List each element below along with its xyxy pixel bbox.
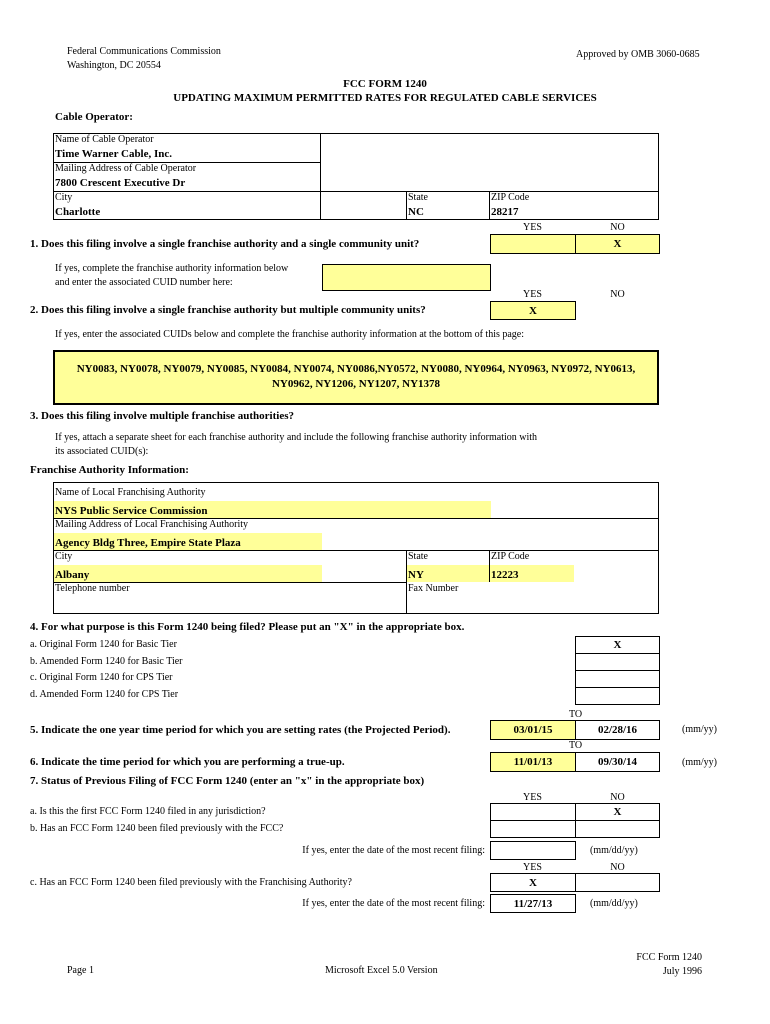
q1-cuid-input[interactable] [322, 264, 491, 291]
cable-operator-heading: Cable Operator: [55, 111, 133, 123]
franchise-heading: Franchise Authority Information: [30, 464, 189, 476]
q5-question: 5. Indicate the one year time period for which you are setting rates (the Projected Period). [30, 724, 451, 736]
q2-yes-box[interactable]: X [490, 301, 576, 320]
form-subtitle: UPDATING MAXIMUM PERMITTED RATES FOR REGULATED CABLE SERVICES [173, 92, 597, 104]
operator-zip-field[interactable]: 28217 [491, 206, 519, 218]
q1-note-line1: If yes, complete the franchise authority information below [55, 263, 289, 274]
franchise-name-field[interactable]: NYS Public Service Commission [55, 505, 208, 517]
franchise-phone-label: Telephone number [55, 583, 130, 594]
q7a-no-box[interactable]: X [575, 803, 660, 821]
franchise-address-field[interactable]: Agency Bldg Three, Empire State Plaza [55, 537, 241, 549]
q1-note-line2: and enter the associated CUID number here: [55, 277, 233, 288]
q7b-question: b. Has an FCC Form 1240 been filed previously with the FCC? [30, 823, 284, 834]
agency-name: Federal Communications Commission [67, 46, 221, 57]
operator-city-field[interactable]: Charlotte [55, 206, 101, 218]
q6-from-field[interactable]: 11/01/13 [490, 752, 576, 772]
q7b-no-box[interactable] [575, 820, 660, 838]
franchise-fax-label: Fax Number [408, 583, 459, 594]
operator-city-label: City [55, 192, 73, 203]
q7c-no-box[interactable] [575, 873, 660, 892]
q7c-no-label: NO [610, 862, 625, 873]
q2-no-label: NO [610, 289, 625, 300]
operator-state-field[interactable]: NC [408, 206, 424, 218]
q6-format: (mm/yy) [682, 757, 717, 768]
form-title: FCC FORM 1240 [343, 78, 427, 90]
franchise-state-field[interactable]: NY [408, 569, 424, 581]
operator-address-field[interactable]: 7800 Crescent Executive Dr [55, 177, 186, 189]
q7-question: 7. Status of Previous Filing of FCC Form 1240 (enter an "x" in the appropriate box) [30, 775, 425, 787]
q2-cuid-list-line2: NY0962, NY1206, NY1207, NY1378 [271, 378, 441, 390]
q7a-question: a. Is this the first FCC Form 1240 filed in any jurisdiction? [30, 806, 266, 817]
q1-yes-label: YES [523, 222, 542, 233]
q1-question: 1. Does this filing involve a single franchise authority and a single community unit? [30, 238, 420, 250]
q7-yes-label: YES [523, 792, 542, 803]
q4-option-d-box[interactable] [575, 687, 660, 705]
q7c-yes-box[interactable]: X [490, 873, 576, 892]
operator-state-label: State [408, 192, 428, 203]
q7c-yes-label: YES [523, 862, 542, 873]
q5-from-field[interactable]: 03/01/15 [490, 720, 576, 740]
q5-to-field[interactable]: 02/28/16 [575, 720, 660, 740]
q4-option-a-label: a. Original Form 1240 for Basic Tier [30, 639, 177, 650]
q7b-yes-box[interactable] [490, 820, 576, 838]
footer-form-name: FCC Form 1240 [636, 952, 702, 963]
franchise-zip-field[interactable]: 12223 [491, 569, 519, 581]
franchise-address-label: Mailing Address of Local Franchising Authority [55, 519, 249, 530]
q4-question: 4. For what purpose is this Form 1240 being filed? Please put an "X" in the appropriate box. [30, 621, 465, 633]
q1-no-label: NO [610, 222, 625, 233]
q4-option-b-label: b. Amended Form 1240 for Basic Tier [30, 656, 183, 667]
q2-no-box[interactable] [575, 301, 660, 320]
q2-cuid-list-line1: NY0083, NY0078, NY0079, NY0085, NY0084, NY0074, NY0086,NY0572, NY0080, NY0964, NY0963, NY0972, NY0613, [76, 363, 636, 375]
q4-option-d-label: d. Amended Form 1240 for CPS Tier [30, 689, 179, 700]
franchise-name-label: Name of Local Franchising Authority [55, 487, 206, 498]
franchise-city-field[interactable]: Albany [55, 569, 90, 581]
q3-question: 3. Does this filing involve multiple franchise authorities? [30, 410, 294, 422]
q7c-question: c. Has an FCC Form 1240 been filed previously with the Franchising Authority? [30, 877, 352, 888]
q4-option-c-label: c. Original Form 1240 for CPS Tier [30, 672, 173, 683]
q1-yes-box[interactable] [490, 234, 576, 254]
q2-cuid-list-box[interactable] [53, 350, 659, 405]
q4-option-a-box[interactable]: X [575, 636, 660, 654]
franchise-city-label: City [55, 551, 73, 562]
q7c-date-format: (mm/dd/yy) [590, 898, 638, 909]
q7c-date-label: If yes, enter the date of the most recent filing: [302, 898, 485, 909]
q1-no-box[interactable]: X [575, 234, 660, 254]
franchise-zip-label: ZIP Code [491, 551, 530, 562]
q7a-yes-box[interactable] [490, 803, 576, 821]
franchise-state-label: State [408, 551, 428, 562]
q7b-date-label: If yes, enter the date of the most recent filing: [302, 845, 485, 856]
footer-form-date: July 1996 [662, 966, 702, 977]
operator-name-label: Name of Cable Operator [55, 134, 154, 145]
q2-note: If yes, enter the associated CUIDs below and complete the franchise authority information at the bottom of this page: [55, 329, 525, 340]
omb-approval: Approved by OMB 3060-0685 [576, 49, 700, 60]
agency-location: Washington, DC 20554 [67, 60, 161, 71]
q2-question: 2. Does this filing involve a single franchise authority but multiple community units? [30, 304, 426, 316]
operator-address-label: Mailing Address of Cable Operator [55, 163, 197, 174]
footer-version: Microsoft Excel 5.0 Version [325, 965, 438, 976]
q4-option-b-box[interactable] [575, 653, 660, 671]
footer-page-number: Page 1 [67, 965, 94, 976]
q6-to-field[interactable]: 09/30/14 [575, 752, 660, 772]
q2-yes-label: YES [523, 289, 542, 300]
q7-no-label: NO [610, 792, 625, 803]
q7b-date-format: (mm/dd/yy) [590, 845, 638, 856]
q7c-date-field[interactable]: 11/27/13 [490, 894, 576, 913]
q4-option-c-box[interactable] [575, 670, 660, 688]
operator-zip-label: ZIP Code [491, 192, 530, 203]
q5-format: (mm/yy) [682, 724, 717, 735]
q3-note-line2: its associated CUID(s): [55, 446, 149, 457]
q7b-date-field[interactable] [490, 841, 576, 860]
operator-name-field[interactable]: Time Warner Cable, Inc. [55, 148, 173, 160]
q6-question: 6. Indicate the time period for which you are performing a true-up. [30, 756, 345, 768]
q3-note-line1: If yes, attach a separate sheet for each franchise authority and include the following franchise authority information with [55, 432, 538, 443]
